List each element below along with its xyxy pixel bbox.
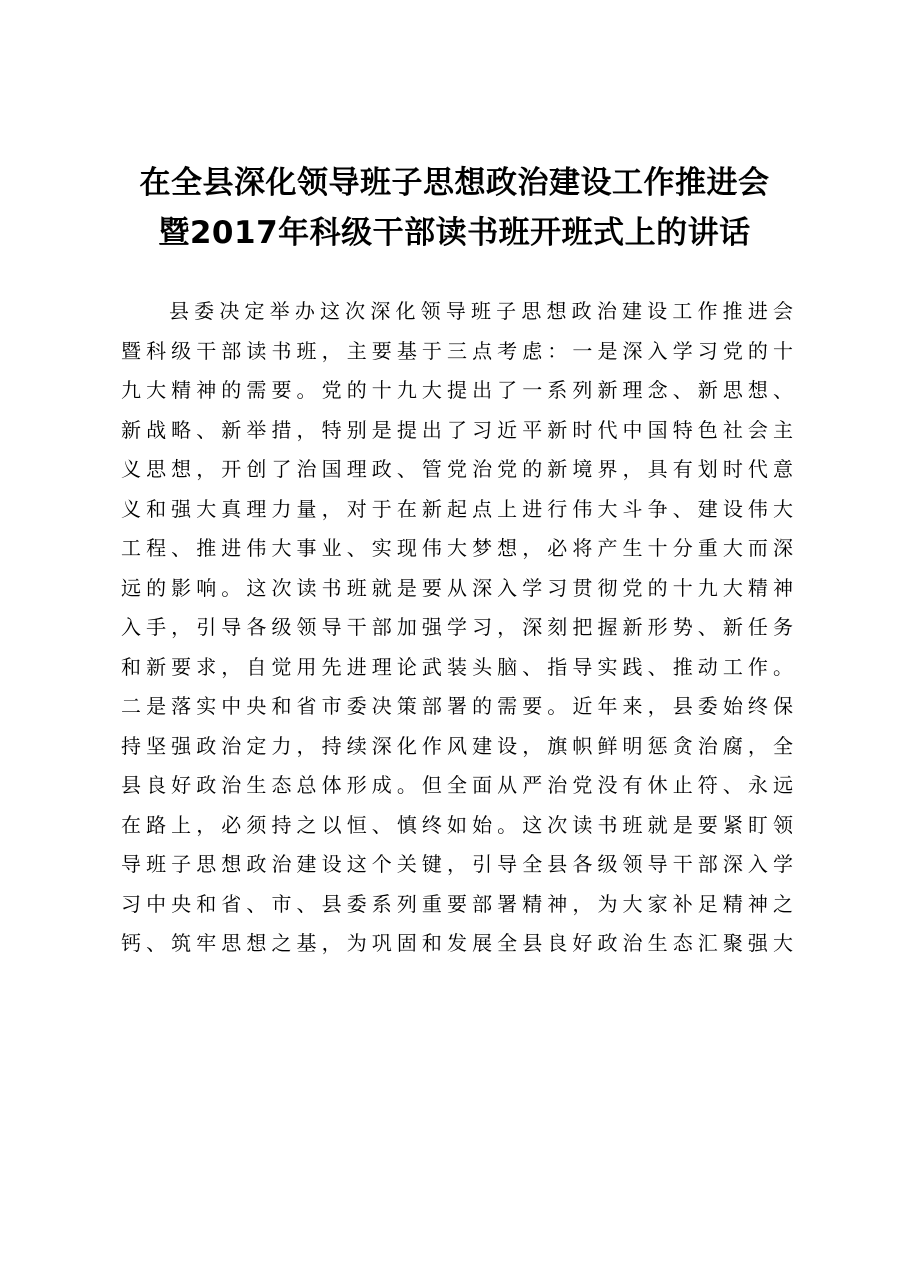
body-line: 九大精神的需要。党的十九大提出了一系列新理念、新思想、 xyxy=(121,378,793,402)
title-line-2: 暨2017年科级干部读书班开班式上的讲话 xyxy=(158,215,751,251)
body-line: 县委决定举办这次深化领导班子思想政治建设工作推进会 xyxy=(169,299,793,323)
body-line: 暨科级干部读书班，主要基于三点考虑：一是深入学习党的十 xyxy=(121,338,793,363)
body-line: 工程、推进伟大事业、实现伟大梦想，必将产生十分重大而深 xyxy=(121,536,793,560)
body-line: 导班子思想政治建设这个关键，引导全县各级领导干部深入学 xyxy=(121,852,793,876)
body-line: 远的影响。这次读书班就是要从深入学习贯彻党的十九大精神 xyxy=(121,575,793,600)
body-line: 在路上，必须持之以恒、慎终如始。这次读书班就是要紧盯领 xyxy=(121,812,793,837)
document-title xyxy=(100,158,809,258)
body-line: 新战略、新举措，特别是提出了习近平新时代中国特色社会主 xyxy=(121,417,793,442)
body-line: 二是落实中央和省市委决策部署的需要。近年来，县委始终保 xyxy=(121,694,793,718)
body-line: 钙、筑牢思想之基，为巩固和发展全县良好政治生态汇聚强大 xyxy=(121,931,793,955)
body-line: 习中央和省、市、县委系列重要部署精神，为大家补足精神之 xyxy=(121,891,793,916)
title-line-1: 在全县深化领导班子思想政治建设工作推进会 xyxy=(139,165,770,201)
body-line: 县良好政治生态总体形成。但全面从严治党没有休止符、永远 xyxy=(121,773,793,797)
body-line: 义和强大真理力量，对于在新起点上进行伟大斗争、建设伟大 xyxy=(121,496,793,521)
body-line: 入手，引导各级领导干部加强学习，深刻把握新形势、新任务 xyxy=(121,615,793,639)
body-line: 和新要求，自觉用先进理论武装头脑、指导实践、推动工作。 xyxy=(121,654,793,679)
body-paragraph xyxy=(121,292,793,964)
body-line: 持坚强政治定力，持续深化作风建设，旗帜鲜明惩贪治腐，全 xyxy=(121,733,793,758)
body-line: 义思想，开创了治国理政、管党治党的新境界，具有划时代意 xyxy=(121,457,793,481)
